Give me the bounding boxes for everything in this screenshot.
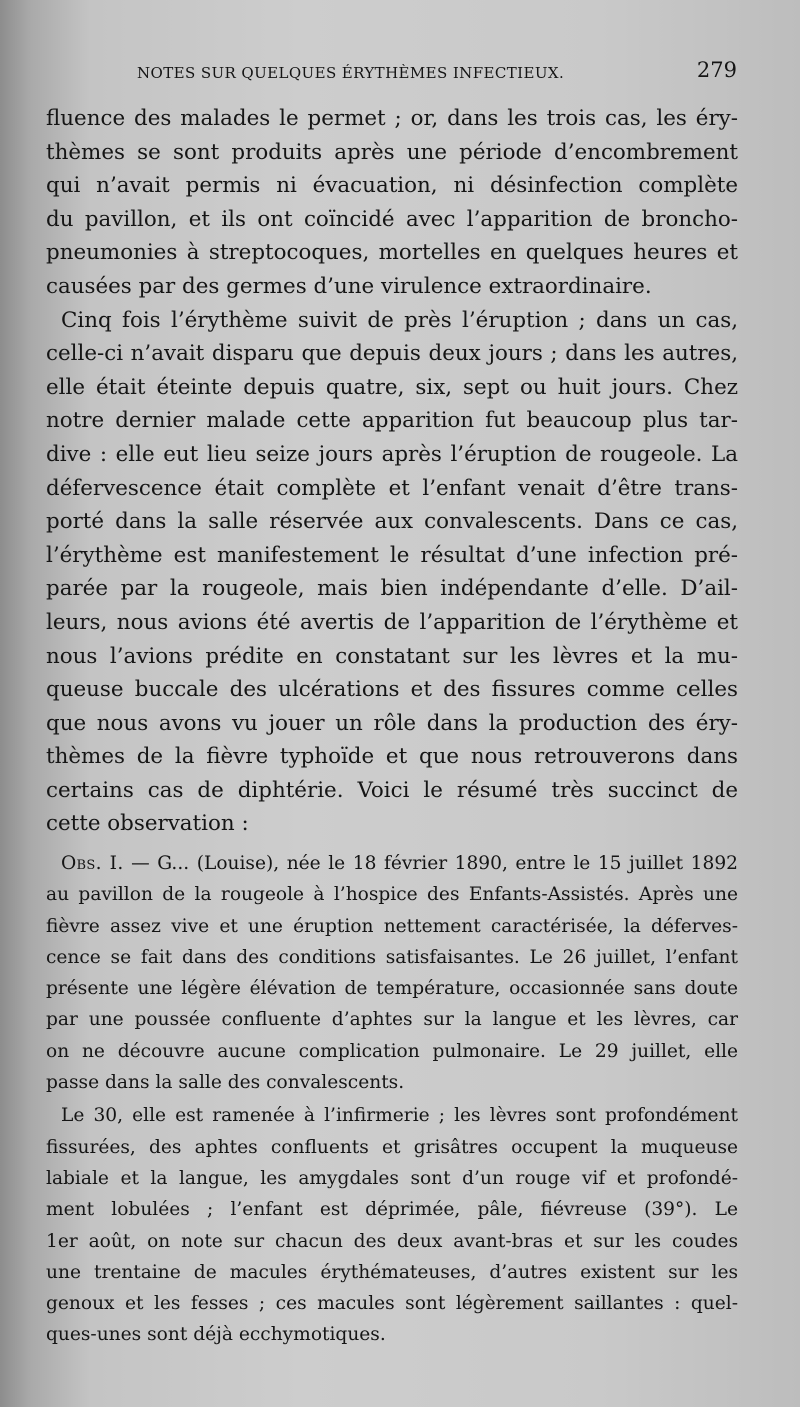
- text-line: au pavillon de la rougeole à l’hospice des Enfants-Assistés. Après une: [46, 884, 738, 906]
- text-line: que nous avons vu jouer un rôle dans la production des éry-: [46, 710, 738, 736]
- main-text: [46, 102, 738, 841]
- text-line: porté dans la salle réservée aux convalescents. Dans ce cas,: [46, 509, 738, 535]
- text-line: on ne découvre aucune complication pulmonaire. Le 29 juillet, elle: [46, 1040, 738, 1062]
- text-line: leurs, nous avions été avertis de l’apparition de l’érythème et: [46, 609, 738, 635]
- page-header: [137, 58, 737, 88]
- text-line: celle-ci n’avait disparu que depuis deux jours ; dans les autres,: [46, 341, 738, 367]
- paragraph-1: [46, 102, 738, 304]
- text-line: thèmes se sont produits après une période d’encombrement: [46, 139, 738, 165]
- text-line: l’érythème est manifestement le résultat d’une infection pré-: [46, 542, 738, 568]
- text-line: Cinq fois l’érythème suivit de près l’éruption ; dans un cas,: [61, 307, 738, 333]
- text-line: dive : elle eut lieu seize jours après l’éruption de rougeole. La: [46, 441, 738, 467]
- text-line: fluence des malades le permet ; or, dans les trois cas, les éry-: [46, 106, 738, 131]
- observation-first-line: — G... (Louise), née le 18 février 1890, entre le 15 juillet 1892: [123, 853, 738, 874]
- paragraph-2: [46, 304, 738, 842]
- text-line: présente une légère élévation de température, occasionnée sans doute: [46, 978, 738, 1000]
- text-line: par une poussée confluente d’aphtes sur la langue et les lèvres, car: [46, 1009, 738, 1031]
- text-line: du pavillon, et ils ont coïncidé avec l’apparition de broncho-: [46, 206, 738, 232]
- observation-paragraph-1: [46, 848, 738, 1098]
- text-line: défervescence était complète et l’enfant venait d’être trans-: [46, 475, 738, 501]
- text-line: thèmes de la fièvre typhoïde et que nous retrouverons dans: [46, 744, 738, 770]
- text-line: genoux et les fesses ; ces macules sont légèrement saillantes : quel-: [46, 1293, 738, 1315]
- text-line: [46, 848, 738, 879]
- text-line: fissurées, des aphtes confluents et grisâtres occupent la muqueuse: [46, 1136, 738, 1158]
- text-line: passe dans la salle des convalescents.: [46, 1072, 405, 1094]
- text-line: qui n’avait permis ni évacuation, ni désinfection complète: [46, 173, 738, 199]
- text-line: cence se fait dans des conditions satisfaisantes. Le 26 juillet, l’enfant: [46, 946, 738, 968]
- text-line: labiale et la langue, les amygdales sont d’un rouge vif et profondé-: [46, 1167, 738, 1189]
- text-line: 1er août, on note sur chacun des deux avant-bras et sur les coudes: [46, 1230, 738, 1252]
- text-line: cette observation :: [46, 811, 249, 837]
- text-line: elle était éteinte depuis quatre, six, sept ou huit jours. Chez: [46, 374, 738, 400]
- text-line: ment lobulées ; l’enfant est déprimée, pâle, fiévreuse (39°). Le: [46, 1199, 738, 1221]
- text-line: Le 30, elle est ramenée à l’infirmerie ; les lèvres sont profondément: [61, 1105, 738, 1127]
- text-line: une trentaine de macules érythémateuses, d’autres existent sur les: [46, 1261, 738, 1283]
- text-line: pneumonies à streptocoques, mortelles en quelques heures et: [46, 240, 738, 266]
- text-line: parée par la rougeole, mais bien indépendante d’elle. D’ail-: [46, 576, 738, 602]
- observation-label: Obs. I.: [61, 853, 124, 874]
- text-line: nous l’avions prédite en constatant sur les lèvres et la mu-: [46, 643, 738, 669]
- running-head: NOTES SUR QUELQUES ÉRYTHÈMES INFECTIEUX.: [137, 64, 565, 82]
- page-number: 279: [696, 58, 737, 82]
- observation-block: [46, 848, 738, 1351]
- text-line: queuse buccale des ulcérations et des fissures comme celles: [46, 677, 738, 703]
- text-line: causées par des germes d’une virulence extraordinaire.: [46, 273, 652, 299]
- text-line: ques-unes sont déjà ecchymotiques.: [46, 1324, 386, 1346]
- text-line: notre dernier malade cette apparition fut beaucoup plus tar-: [46, 408, 738, 434]
- text-line: fièvre assez vive et une éruption nettement caractérisée, la déferves-: [46, 915, 738, 937]
- observation-paragraph-2: [46, 1100, 738, 1350]
- text-line: certains cas de diphtérie. Voici le résumé très succinct de: [46, 777, 738, 803]
